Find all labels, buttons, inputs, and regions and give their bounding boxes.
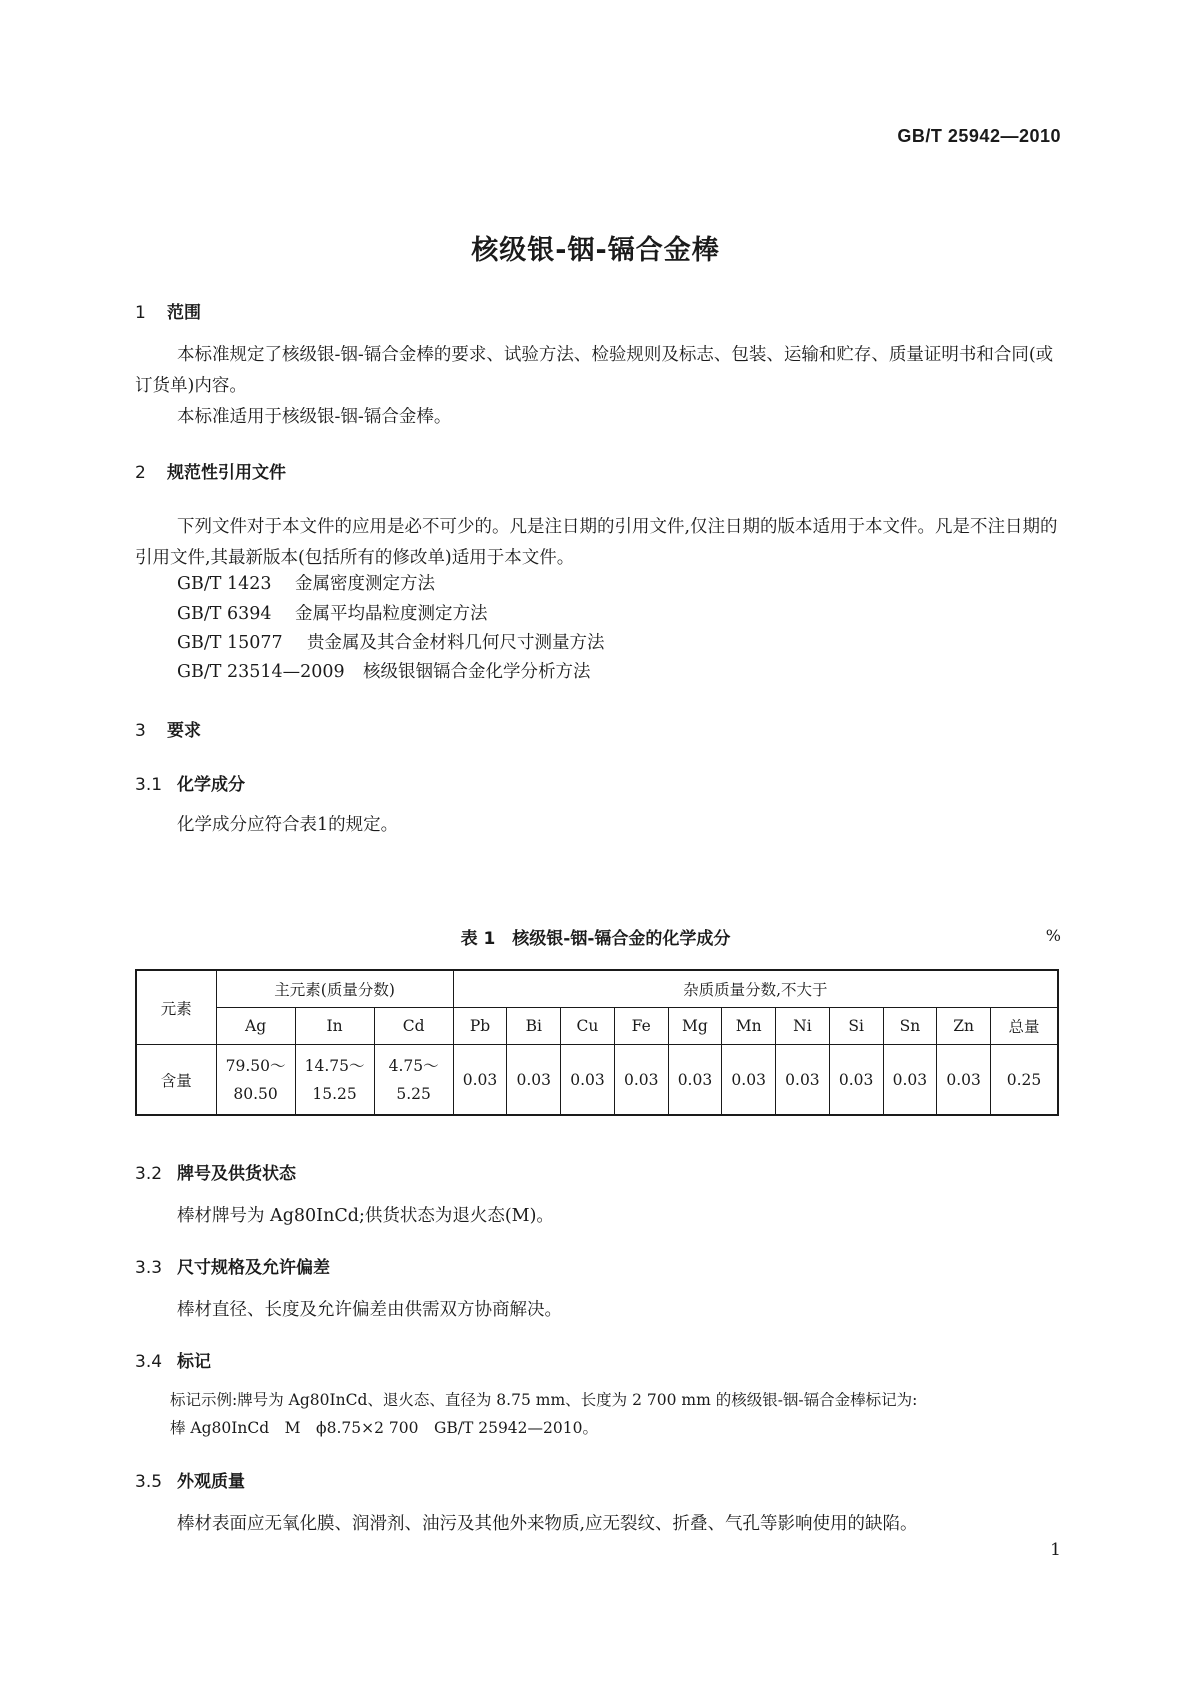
table-cell: 0.03 xyxy=(453,1045,507,1116)
reference-item xyxy=(177,600,488,625)
paragraph-text: 棒材表面应无氧化膜、润滑剂、油污及其他外来物质,应无裂纹、折叠、气孔等影响使用的缺陷。 xyxy=(177,1514,918,1534)
section-number: 3.3 xyxy=(135,1258,163,1278)
table-cell: 0.03 xyxy=(561,1045,615,1116)
section-3-1-paragraph xyxy=(135,810,1060,841)
section-title: 规范性引用文件 xyxy=(167,463,286,483)
section-3-1-heading xyxy=(135,770,245,795)
paragraph-text: 化学成分应符合表1的规定。 xyxy=(177,815,399,835)
column-header: Mn xyxy=(722,1008,776,1045)
paragraph-text: 棒材牌号为 Ag80InCd;供货状态为退火态(M)。 xyxy=(177,1206,554,1226)
table-cell: 0.03 xyxy=(937,1045,991,1116)
column-header: Si xyxy=(829,1008,883,1045)
section-1-heading xyxy=(135,298,201,323)
section-title: 标记 xyxy=(177,1352,211,1372)
table-cell: 0.03 xyxy=(668,1045,722,1116)
range-low: 79.50～ xyxy=(225,1056,286,1075)
document-title: 核级银-铟-镉合金棒 xyxy=(471,235,720,266)
section-number: 3.5 xyxy=(135,1472,163,1492)
column-header: Bi xyxy=(507,1008,561,1045)
reference-name: 核级银铟镉合金化学分析方法 xyxy=(363,662,591,682)
section-title: 尺寸规格及允许偏差 xyxy=(177,1258,330,1278)
column-header: In xyxy=(295,1008,374,1045)
section-3-2-heading xyxy=(135,1159,296,1184)
table-caption: 表 1 核级银-铟-镉合金的化学成分 xyxy=(460,929,731,949)
section-3-4-heading xyxy=(135,1347,211,1372)
paragraph-text: 下列文件对于本文件的应用是必不可少的。凡是注日期的引用文件,仅注日期的版本适用于本文件。凡是不注日期的引用文件,其最新版本(包括所有的修改单)适用于本文件。 xyxy=(135,517,1058,568)
reference-code: GB/T 15077 xyxy=(177,633,283,653)
reference-item xyxy=(177,570,435,595)
table-cell: 0.03 xyxy=(722,1045,776,1116)
table-cell: 0.03 xyxy=(614,1045,668,1116)
reference-name: 金属密度测定方法 xyxy=(295,574,435,594)
range-low: 4.75～ xyxy=(388,1056,439,1075)
table-row xyxy=(136,1045,1058,1116)
table-unit: % xyxy=(1045,926,1061,945)
section-title: 牌号及供货状态 xyxy=(177,1164,296,1184)
header-impurities: 杂质质量分数,不大于 xyxy=(453,970,1058,1008)
column-header: Zn xyxy=(937,1008,991,1045)
section-title: 范围 xyxy=(167,303,201,323)
row-label: 含量 xyxy=(136,1045,216,1116)
section-3-heading xyxy=(135,716,201,741)
reference-code: GB/T 6394 xyxy=(177,604,272,624)
table-cell xyxy=(374,1045,453,1116)
range-low: 14.75～ xyxy=(304,1056,365,1075)
table-cell: 0.03 xyxy=(883,1045,937,1116)
marking-example-line-1: 标记示例:牌号为 Ag80InCd、退火态、直径为 8.75 mm、长度为 2 700 mm 的核级银-铟-镉合金棒标记为: xyxy=(170,1391,918,1409)
paragraph-text: 棒材直径、长度及允许偏差由供需双方协商解决。 xyxy=(177,1300,562,1320)
column-header: Cd xyxy=(374,1008,453,1045)
header-main-elements: 主元素(质量分数) xyxy=(216,970,453,1008)
reference-item xyxy=(177,658,591,683)
reference-item xyxy=(177,629,605,654)
column-header: 总量 xyxy=(990,1008,1058,1045)
standard-code: GB/T 25942—2010 xyxy=(897,126,1061,146)
header-element: 元素 xyxy=(136,970,216,1045)
table-cell xyxy=(295,1045,374,1116)
range-high: 80.50 xyxy=(233,1084,278,1103)
column-header: Mg xyxy=(668,1008,722,1045)
paragraph-text: 本标准规定了核级银-铟-镉合金棒的要求、试验方法、检验规则及标志、包装、运输和贮存、质量证明书和合同(或订货单)内容。 xyxy=(135,345,1054,396)
reference-name: 贵金属及其合金材料几何尺寸测量方法 xyxy=(307,633,605,653)
section-1-paragraph-2 xyxy=(135,402,1060,433)
table-cell: 0.03 xyxy=(776,1045,830,1116)
table-cell xyxy=(216,1045,295,1116)
section-1-paragraph-1 xyxy=(135,340,1060,402)
section-number: 1 xyxy=(135,303,146,323)
section-3-3-heading xyxy=(135,1253,330,1278)
section-3-2-paragraph xyxy=(135,1201,1060,1232)
section-3-3-paragraph xyxy=(135,1295,1060,1326)
chemical-composition-table xyxy=(135,969,1059,1116)
column-header: Fe xyxy=(614,1008,668,1045)
section-2-heading xyxy=(135,458,286,483)
section-title: 化学成分 xyxy=(177,775,245,795)
table-cell: 0.03 xyxy=(507,1045,561,1116)
reference-name: 金属平均晶粒度测定方法 xyxy=(295,604,488,624)
column-header: Cu xyxy=(561,1008,615,1045)
section-title: 外观质量 xyxy=(177,1472,245,1492)
section-number: 2 xyxy=(135,463,146,483)
section-3-5-heading xyxy=(135,1467,245,1492)
section-number: 3.2 xyxy=(135,1164,163,1184)
marking-example-line-2: 棒 Ag80InCd M ϕ8.75×2 700 GB/T 25942—2010。 xyxy=(170,1419,598,1437)
reference-code: GB/T 1423 xyxy=(177,574,272,594)
section-number: 3.1 xyxy=(135,775,163,795)
table-cell: 0.03 xyxy=(829,1045,883,1116)
section-2-paragraph-1 xyxy=(135,512,1060,574)
column-header: Ag xyxy=(216,1008,295,1045)
section-number: 3 xyxy=(135,721,146,741)
section-number: 3.4 xyxy=(135,1352,163,1372)
column-header: Pb xyxy=(453,1008,507,1045)
section-title: 要求 xyxy=(167,721,201,741)
column-header: Ni xyxy=(776,1008,830,1045)
page-number: 1 xyxy=(1050,1540,1061,1560)
paragraph-text: 本标准适用于核级银-铟-镉合金棒。 xyxy=(177,407,452,427)
table-cell: 0.25 xyxy=(990,1045,1058,1116)
section-3-5-paragraph xyxy=(135,1509,1060,1540)
column-header: Sn xyxy=(883,1008,937,1045)
range-high: 5.25 xyxy=(396,1084,431,1103)
reference-code: GB/T 23514—2009 xyxy=(177,662,345,682)
range-high: 15.25 xyxy=(312,1084,357,1103)
